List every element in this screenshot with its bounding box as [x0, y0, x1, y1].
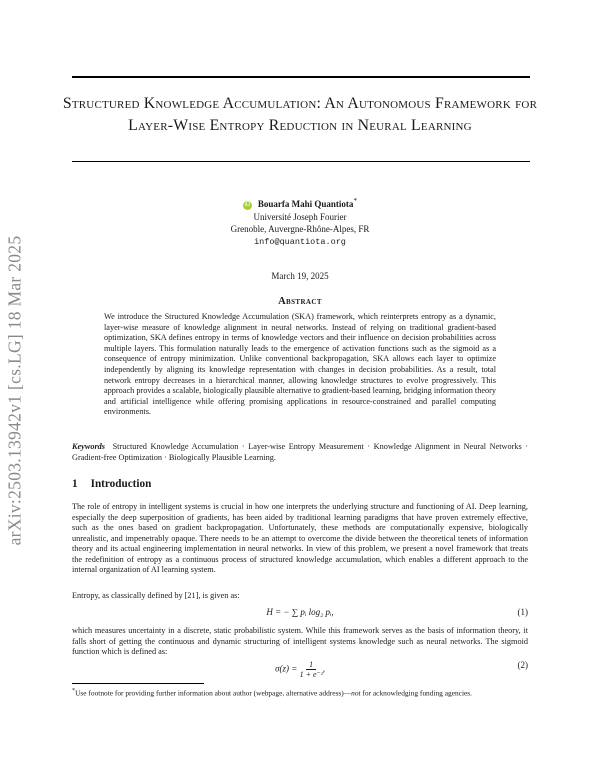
intro-paragraph-1: The role of entropy in intelligent systems is crucial in how one interprets the underlying structure and functioning of AI. Deep learning, especially the deep superposition of gradients, has been aided by traditional learning paradigms that have proven extremely effective, such as the ones based on gradient backpropagation. Unfortunately, these methods are computationally expensive, biologically unrealistic, and impenetrably opaque. There needs to be an attempt to overcome the divide between the theoretical tenets of information theory and its actual engineering implementation in neural networks. In view of this problem, we present a novel framework that treats the redefinition of entropy as a continuous process of structured knowledge accumulation, which enables a different approach to the internal organization of AI learning system.	[72, 502, 528, 575]
footnote-text-before: Use footnote for providing further information about author (webpage, alternative address)—	[75, 688, 352, 698]
abstract-body: We introduce the Structured Knowledge Accumulation (SKA) framework, which reinterprets entropy as a dynamic, layer-wise measure of knowledge alignment in neural networks. Instead of relying on traditional gradient-based optimization, SKA defines entropy in terms of knowledge vectors and their influence on decision probabilities across multiple layers. This formulation naturally leads to the emergence of activation functions such as the sigmoid as a consequence of entropy minimization. Unlike conventional backpropagation, SKA allows each layer to optimize independently by aligning its knowledge representation with changes in decision probabilities. As a result, total network entropy decreases in a hierarchical manner, allowing knowledge structures to evolve progressively. This approach provides a scalable, biologically plausible alternative to gradient-based learning, bridging information theory and artificial intelligence while offering promising applications in resource-constrained and parallel computing environments.	[104, 312, 496, 417]
footnote-emphasis: not	[351, 688, 361, 698]
arxiv-identifier	[2, 200, 28, 580]
keywords-label: Keywords	[72, 442, 105, 451]
author-location: Grenoble, Auvergne-Rhône-Alpes, FR	[230, 224, 370, 234]
intro-paragraph-3: which measures uncertainty in a discrete, static probabilistic system. While this framework serves as the basis of information theory, it falls short of getting the continuous and dynamic structuring of intelligent systems knowledge such as neural networks. The sigmoid function which is defined as:	[72, 626, 528, 657]
author-email[interactable]: info@quantiota.org	[254, 236, 346, 247]
equation-2-number: (2)	[517, 660, 528, 670]
section-number: 1	[72, 478, 78, 490]
author-name: Bouarfa Mahi Quantiota	[257, 199, 354, 209]
arxiv-id-text: arXiv:2503.13942v1 [cs.LG] 18 Mar 2025	[4, 235, 25, 545]
footnote-rule	[72, 683, 204, 684]
author-line	[0, 195, 600, 211]
abstract-heading: Abstract	[278, 296, 322, 307]
equation-1-expression: H = − ∑ pᵢ log₂ pᵢ,	[266, 607, 334, 617]
keywords	[72, 442, 528, 463]
equation-2-expression	[72, 660, 528, 679]
section-heading	[72, 478, 151, 490]
author-affiliation: Université Joseph Fourier	[253, 211, 347, 222]
title-bottom-rule	[72, 161, 530, 162]
intro-paragraph-2: Entropy, as classically defined by [21], is given as:	[72, 591, 240, 600]
title-top-rule	[72, 76, 530, 78]
footnote-text-after: for acknowledging funding agencies.	[360, 688, 473, 698]
equation-2-numerator: 1	[306, 660, 316, 670]
author-footnote-mark: *	[353, 196, 358, 205]
keywords-text: Structured Knowledge Accumulation · Layer-wise Entropy Measurement · Knowledge Alignment in Neural Networks · Gradient-free Optimization · Biologically Plausible Learning.	[72, 442, 528, 462]
footnote	[72, 687, 528, 698]
equation-1	[72, 607, 528, 621]
section-title: Introduction	[90, 478, 152, 490]
equation-2-denominator: 1 + e⁻ᶻ	[299, 670, 323, 679]
equation-1-number: (1)	[517, 607, 528, 617]
author-block	[0, 195, 600, 248]
equation-2-tail: ,	[322, 663, 325, 674]
equation-2-fraction	[300, 660, 323, 679]
orcid-icon[interactable]: iD	[244, 202, 251, 208]
equation-2-lhs: σ(z) =	[275, 663, 298, 674]
publication-date: March 19, 2025	[271, 271, 329, 281]
equation-2	[72, 660, 528, 679]
paper-title: Structured Knowledge Accumulation: An Autonomous Framework for Layer-Wise Entropy Reduction in Neural Learning	[62, 95, 538, 134]
footnote-mark: *	[72, 688, 76, 694]
